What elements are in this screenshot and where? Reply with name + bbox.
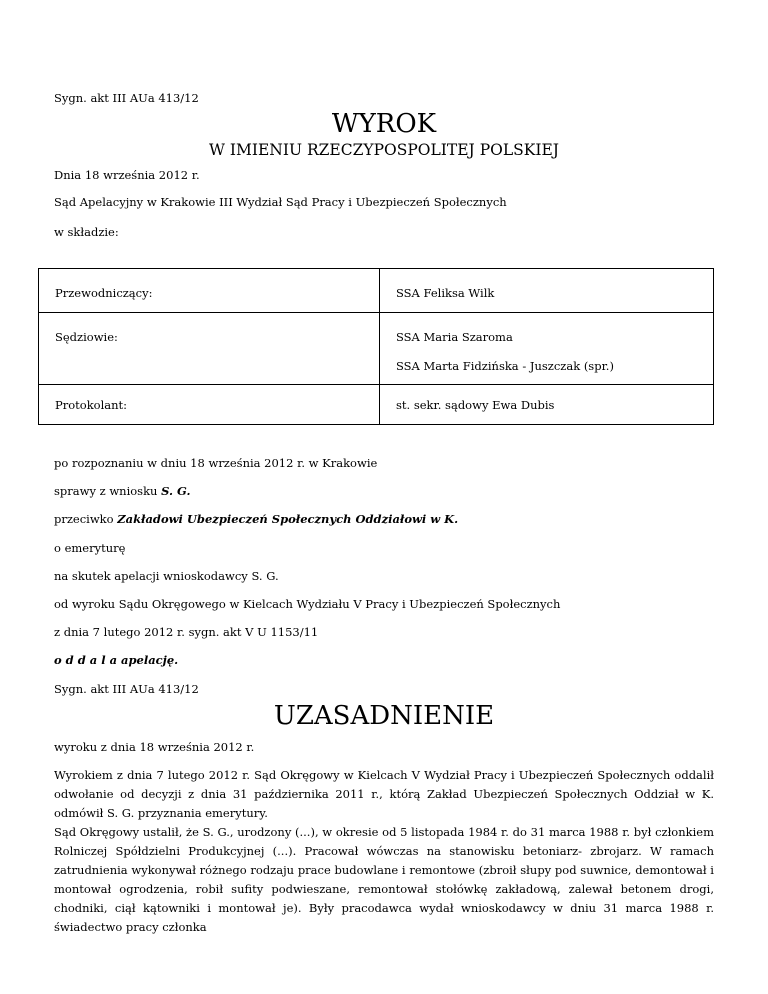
case-signature: Sygn. akt III AUa 413/12 xyxy=(54,91,199,105)
justification-title: UZASADNIENIE xyxy=(273,701,495,731)
court-name: Sąd Apelacyjny w Krakowie III Wydział Sąd Pracy i Ubezpieczeń Społecznych xyxy=(54,195,507,209)
verdict: o d d a l a apelację. xyxy=(54,653,179,667)
appeal-line: na skutek apelacji wnioskodawcy S. G. xyxy=(54,569,279,583)
applicant-line xyxy=(54,484,190,499)
judge-2: SSA Marta Fidzińska - Juszczak (spr.) xyxy=(396,359,614,373)
subject-line: o emeryturę xyxy=(54,541,126,555)
against-prefix: przeciwko xyxy=(54,512,118,526)
against-name: Zakładowi Ubezpieczeń Społecznych Oddziałowi w K. xyxy=(117,512,459,526)
clerk-value: st. sekr. sądowy Ewa Dubis xyxy=(380,385,714,425)
document-title: WYROK xyxy=(331,109,437,139)
table-row xyxy=(39,385,714,425)
justification-signature: Sygn. akt III AUa 413/12 xyxy=(54,682,199,696)
date-reference: z dnia 7 lutego 2012 r. sygn. akt V U 1153/11 xyxy=(54,625,319,639)
composition-label: w składzie: xyxy=(54,225,119,239)
document-subtitle: W IMIENIU RZECZYPOSPOLITEJ POLSKIEJ xyxy=(209,141,559,159)
judge-1: SSA Maria Szaroma xyxy=(396,330,513,344)
clerk-label: Protokolant: xyxy=(39,385,380,425)
table-row xyxy=(39,269,714,313)
judges-label: Sędziowie: xyxy=(39,313,380,385)
justification-reference: wyroku z dnia 18 września 2012 r. xyxy=(54,740,255,754)
chair-label: Przewodniczący: xyxy=(39,269,380,313)
hearing-line: po rozpoznaniu w dniu 18 września 2012 r. w Krakowie xyxy=(54,456,378,470)
judges-cell xyxy=(380,313,714,385)
against-line xyxy=(54,512,458,527)
applicant-prefix: sprawy z wniosku xyxy=(54,484,162,498)
court-panel-table xyxy=(38,268,714,425)
table-row xyxy=(39,313,714,385)
judgment-date: Dnia 18 września 2012 r. xyxy=(54,168,200,182)
justification-paragraph-2: Sąd Okręgowy ustalił, że S. G., urodzony (...), w okresie od 5 listopada 1984 r. do 31 marca 1988 r. był członkiem Rolniczej Spółdzielni Produkcyjnej (...). Pracował wówczas na stanowisku betoniarz- zbrojarz. W ramach zatrudnienia wykonywał różnego rodzaju prace budowlane i remontowe (zbroił słupy pod suwnice, demontował i montował ogrodzenia, robił sufity podwieszane, remontował stołówkę zakładową, zalewał betonem drogi, chodniki, ciął kątowniki i montował je). Były pracodawca wydał wnioskodawcy w dniu 31 marca 1988 r. świadectwo pracy członka xyxy=(54,825,714,934)
chair-value: SSA Feliksa Wilk xyxy=(380,269,714,313)
judgment-reference: od wyroku Sądu Okręgowego w Kielcach Wydziału V Pracy i Ubezpieczeń Społecznych xyxy=(54,597,561,611)
applicant-name: S. G. xyxy=(161,484,191,498)
justification-paragraph-1: Wyrokiem z dnia 7 lutego 2012 r. Sąd Okręgowy w Kielcach V Wydział Pracy i Ubezpieczeń Społecznych oddalił odwołanie od decyzji z dnia 31 października 2011 r., którą Zakład Ubezpieczeń Społecznych Oddział w K. odmówił S. G. przyznania emerytury. xyxy=(54,768,714,820)
